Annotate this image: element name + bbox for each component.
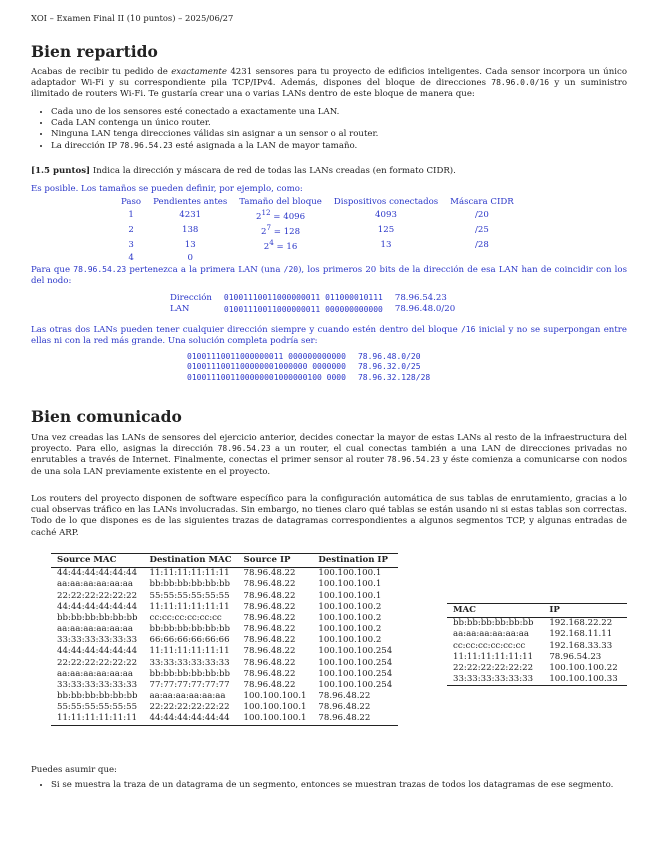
trace-row-cell: 78.96.48.22: [243, 601, 296, 612]
arp-row-cell: cc:cc:cc:cc:cc:cc: [453, 640, 526, 651]
assume-label: Puedes asumir que:: [31, 765, 117, 775]
trace-row-cell: 78.96.48.22: [243, 679, 296, 690]
requirement-item: • Ninguna LAN tenga direcciones válidas sin asignar a un sensor o al router.: [51, 129, 627, 140]
trace-row-cell: 78.96.48.22: [318, 691, 371, 702]
arp-row: [447, 629, 627, 640]
traces-header: Source MAC: [51, 554, 144, 568]
trace-row-cell: 100.100.100.1: [318, 568, 382, 579]
solution-table: [181, 352, 436, 383]
trace-row: [51, 680, 398, 691]
requirement-item: • Cada LAN contenga un único router.: [51, 118, 627, 129]
arp-row-cell: 192.168.22.22: [549, 618, 613, 629]
trace-row-cell: aa:aa:aa:aa:aa:aa: [57, 624, 133, 635]
trace-row-cell: 66:66:66:66:66:66: [149, 635, 230, 646]
solution-row: 0100111001100000001000000100 0000 78.96.32.128/28: [187, 372, 431, 382]
trace-row: [51, 669, 398, 680]
datagram-traces-table: [51, 553, 398, 726]
requirements-list: [31, 107, 627, 152]
arp-header: MAC: [447, 604, 543, 618]
trace-row-cell: 100.100.100.1: [318, 579, 382, 590]
trace-row-cell: bb:bb:bb:bb:bb:bb: [57, 612, 138, 623]
section2-paragraph-1: Una vez creadas las LANs de sensores del ejercicio anterior, decides conectar la mayor de estas LANs al resto de la infraestructura del proyecto. Para ello, asignas la dirección 78.96.54.23 a un router, el cual conectas también a una LAN de direcciones privadas no enrutables a través de Internet. Finalmente, conectas el primer sensor al router 78.96.54.23 y éste comienza a comunicarse con nodos de una sola LAN previamente existente en el proyecto.: [31, 433, 628, 477]
sizes-header: Dispositivos conectados: [333, 197, 439, 207]
page-header: XOI – Examen Final II (10 puntos) – 2025/06/27: [31, 13, 234, 23]
sizes-header: Pendientes antes: [153, 197, 228, 207]
arp-cache-table: [447, 603, 627, 686]
arp-row-cell: 78.96.54.23: [549, 651, 602, 662]
arp-row: [447, 641, 627, 652]
trace-row-cell: 11:11:11:11:11:11: [51, 713, 144, 725]
trace-row-cell: 78.96.48.22: [243, 624, 296, 635]
trace-row: [51, 713, 398, 725]
trace-row-cell: 44:44:44:44:44:44: [57, 568, 138, 579]
trace-row: [51, 568, 398, 580]
trace-row-cell: 33:33:33:33:33:33: [57, 635, 138, 646]
trace-row-cell: aa:aa:aa:aa:aa:aa: [57, 579, 133, 590]
trace-row: [51, 624, 398, 635]
trace-row-cell: bb:bb:bb:bb:bb:bb: [149, 624, 230, 635]
trace-row-cell: 78.96.48.22: [318, 702, 371, 713]
trace-row-cell: 33:33:33:33:33:33: [57, 679, 138, 690]
trace-row-cell: 22:22:22:22:22:22: [149, 702, 230, 713]
trace-row-cell: 33:33:33:33:33:33: [149, 657, 230, 668]
arp-header: IP: [543, 604, 627, 618]
sizes-header: Tamaño del bloque: [239, 197, 322, 207]
trace-row-cell: 78.96.48.22: [243, 568, 296, 579]
trace-row: [51, 691, 398, 702]
solution-row: 01001110011000000011 000000000000 78.96.48.0/20: [187, 352, 421, 361]
trace-row-cell: 100.100.100.2: [318, 635, 382, 646]
trace-row-cell: 100.100.100.254: [318, 657, 393, 668]
trace-row-cell: 44:44:44:44:44:44: [144, 713, 238, 725]
trace-row-cell: 44:44:44:44:44:44: [57, 601, 138, 612]
trace-row-cell: 44:44:44:44:44:44: [57, 646, 138, 657]
trace-row-cell: aa:aa:aa:aa:aa:aa: [149, 691, 226, 702]
arp-row: [447, 618, 627, 630]
answer-paragraph-3: Las otras dos LANs pueden tener cualquier dirección siempre y cuando estén dentro del bloque /16 inicial y no se superpongan entre ellas ni con la red más grande. Una solución completa podría ser:: [31, 325, 627, 347]
assumption-item: • Si se muestra la traza de un datagrama de un segmento, entonces se muestran trazas de todos los datagramas de ese segmento.: [51, 780, 627, 791]
trace-row-cell: cc:cc:cc:cc:cc:cc: [149, 612, 222, 623]
arp-row-cell: 22:22:22:22:22:22: [453, 662, 534, 673]
arp-row-cell: bb:bb:bb:bb:bb:bb: [453, 618, 534, 629]
trace-row-cell: 100.100.100.1: [243, 702, 307, 713]
trace-row-cell: 100.100.100.1: [243, 691, 307, 702]
trace-row-cell: 78.96.48.22: [243, 635, 296, 646]
traces-header: Destination MAC: [144, 554, 238, 568]
trace-row: [51, 602, 398, 613]
trace-row-cell: 22:22:22:22:22:22: [57, 590, 138, 601]
trace-row: [51, 613, 398, 624]
arp-row-cell: 192.168.33.33: [549, 640, 613, 651]
assumptions-list: [31, 780, 627, 791]
trace-row-cell: 55:55:55:55:55:55: [57, 702, 138, 713]
arp-row: [447, 674, 627, 686]
trace-row: [51, 646, 398, 657]
trace-row: [51, 658, 398, 669]
arp-row-cell: 100.100.100.22: [549, 662, 618, 673]
sizes-row: 2 138 $2^7 = 128$ 125 /25: [128, 223, 489, 238]
sizes-header: Paso: [121, 197, 142, 207]
answer-paragraph-2: Para que 78.96.54.23 pertenezca a la primera LAN (una /20), los primeros 20 bits de la dirección de esa LAN han de coincidir con los del nodo:: [31, 265, 627, 287]
sizes-header: Máscara CIDR: [450, 197, 514, 207]
trace-row-cell: 78.96.48.22: [243, 668, 296, 679]
trace-row-cell: 78.96.48.22: [243, 612, 296, 623]
trace-row-cell: 11:11:11:11:11:11: [149, 601, 230, 612]
section2-paragraph-2: Los routers del proyecto disponen de software específico para la configuración automática de sus tablas de enrutamiento, gracias a lo cual observas tráfico en las LANs involucradas. Sin embargo, no tienes claro qué tablas se están usando ni si estas tablas son correctas. Todo de lo que dispones es de las siguientes trazas de datagramas correspondientes a algunos segmentos TCP, y algunas entradas de caché ARP.: [31, 494, 627, 538]
solution-row: 0100111001100000001000000 0000000 78.96.32.0/25: [187, 362, 421, 372]
sizes-row: 4 0: [128, 253, 193, 264]
arp-row-cell: 33:33:33:33:33:33: [447, 674, 543, 686]
trace-row-cell: 77:77:77:77:77:77: [149, 679, 230, 690]
trace-row-cell: 100.100.100.1: [318, 590, 382, 601]
trace-row-cell: 100.100.100.2: [318, 601, 382, 612]
trace-row-cell: 22:22:22:22:22:22: [57, 657, 138, 668]
trace-row-cell: 100.100.100.254: [318, 646, 393, 657]
trace-row-cell: 100.100.100.1: [238, 713, 313, 725]
trace-row-cell: bb:bb:bb:bb:bb:bb: [149, 579, 230, 590]
traces-header: Destination IP: [312, 554, 398, 568]
arp-row-cell: aa:aa:aa:aa:aa:aa: [453, 629, 529, 640]
trace-row-cell: 78.96.48.22: [243, 646, 296, 657]
sizes-table: [115, 197, 520, 264]
bits-row: Dirección 01001110011000000011 011000010111 78.96.54.23: [170, 293, 447, 303]
intro-paragraph: Acabas de recibir tu pedido de exactamente 4231 sensores para tu proyecto de edificios inteligentes. Cada sensor incorpora un único adaptador Wi-Fi y su correspondiente pila TCP/IPv4. Además, dispones del bloque de direcciones 78.96.0.0/16 y un suministro ilimitado de routers Wi-Fi. Te gustaría crear una o varias LANs dentro de este bloque de manera que:: [31, 67, 627, 100]
trace-row-cell: 11:11:11:11:11:11: [149, 646, 230, 657]
trace-row-cell: 100.100.100.2: [318, 612, 382, 623]
trace-row: [51, 635, 398, 646]
bits-table: [164, 293, 461, 315]
trace-row-cell: 100.100.100.254: [318, 668, 393, 679]
requirement-item: • La dirección IP 78.96.54.23 esté asignada a la LAN de mayor tamaño.: [51, 141, 627, 152]
trace-row-cell: 78.96.48.22: [243, 590, 296, 601]
trace-row: [51, 702, 398, 713]
section-title-bien-comunicado: Bien comunicado: [31, 407, 182, 426]
trace-row-cell: 100.100.100.2: [318, 624, 382, 635]
bits-row: LAN 01001110011000000011 000000000000 78.96.48.0/20: [170, 304, 456, 315]
requirement-item: • Cada uno de los sensores esté conectado a exactamente una LAN.: [51, 107, 627, 118]
question-1: [1.5 puntos] Indica la dirección y máscara de red de todas las LANs creadas (en formato CIDR).: [31, 166, 456, 176]
trace-row-cell: 100.100.100.254: [318, 679, 393, 690]
trace-row-cell: 55:55:55:55:55:55: [149, 590, 230, 601]
sizes-row: 3 13 $2^4 = 16$ 13 /28: [128, 238, 489, 253]
arp-row: [447, 663, 627, 674]
arp-row-cell: 11:11:11:11:11:11: [453, 651, 534, 662]
sizes-row: 1 4231 $2^{12} = 4096$ 4093 /20: [128, 208, 489, 223]
traces-header: Source IP: [238, 554, 313, 568]
trace-row-cell: 78.96.48.22: [243, 657, 296, 668]
trace-row-cell: 11:11:11:11:11:11: [149, 568, 230, 579]
section-title-bien-repartido: Bien repartido: [31, 42, 158, 61]
trace-row-cell: bb:bb:bb:bb:bb:bb: [149, 668, 230, 679]
trace-row: [51, 579, 398, 590]
answer-intro: Es posible. Los tamaños se pueden definir, por ejemplo, como:: [31, 184, 303, 194]
arp-row-cell: 192.168.11.11: [549, 629, 613, 640]
arp-row-cell: 100.100.100.33: [543, 674, 627, 686]
trace-row-cell: 78.96.48.22: [312, 713, 398, 725]
trace-row: [51, 591, 398, 602]
trace-row-cell: bb:bb:bb:bb:bb:bb: [57, 691, 138, 702]
trace-row-cell: aa:aa:aa:aa:aa:aa: [57, 668, 133, 679]
arp-row: [447, 652, 627, 663]
trace-row-cell: 78.96.48.22: [243, 579, 296, 590]
